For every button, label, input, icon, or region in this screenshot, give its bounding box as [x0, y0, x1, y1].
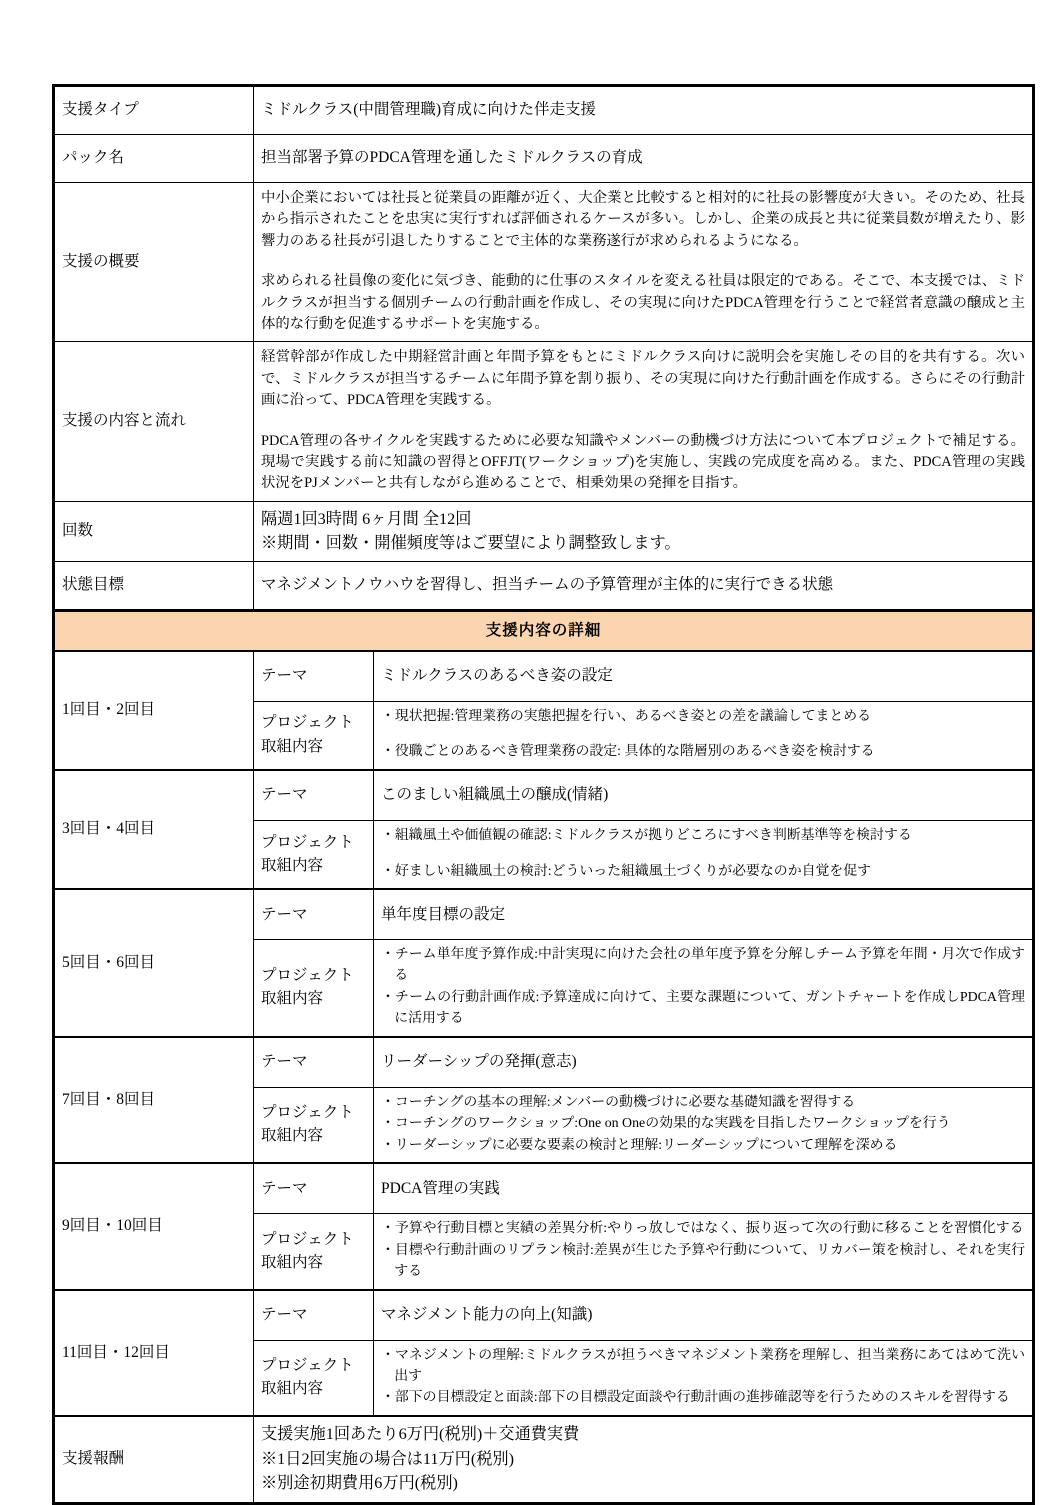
session-bullets-cell: [374, 1340, 1034, 1416]
session-bullets-cell: [374, 940, 1034, 1037]
subhead-project-content-line2: 取組内容: [261, 1127, 324, 1145]
session-bullet: ・予算や行動目標と実績の差異分析:やりっ放しではなく、振り返って次の行動に移ることを習慣化する: [381, 1221, 1024, 1237]
subhead-theme: テーマ: [254, 1290, 374, 1341]
session-bullets-cell: [374, 1214, 1034, 1290]
subhead-project-content-line1: プロジェクト: [261, 1356, 354, 1374]
overview-paragraph-1: 中小企業においては社長と従業員の距離が近く、大企業と比較すると相対的に社長の影響度が大きい。そのため、社長から指示されたことを忠実に実行すれば評価されるケースが多い。しかし、企業の成長と共に従業員数が増えたり、影響力のある社長が引退したりすることで主体的な業務遂行が求められるようになる。: [261, 190, 1025, 249]
session-bullet: ・役職ごとのあるべき管理業務の設定: 具体的な階層別のあるべき姿を検討する: [381, 744, 875, 760]
session-theme: マネジメント能力の向上(知識): [374, 1290, 1034, 1341]
table-row-session-count: [54, 501, 1034, 562]
session-bullet-list: [381, 1093, 1025, 1157]
session-label: 3回目・4回目: [54, 770, 254, 889]
session-label: 7回目・8回目: [54, 1037, 254, 1164]
session-theme-row: [54, 1163, 1034, 1214]
table-row-fee: [54, 1416, 1034, 1503]
row-value-session-count: [254, 501, 1034, 562]
subhead-project-content-line2: 取組内容: [261, 1380, 324, 1398]
session-bullet: ・コーチングのワークショップ:One on Oneの効果的な実践を目指したワークショップを行う: [381, 1116, 951, 1132]
subhead-theme: テーマ: [254, 651, 374, 702]
subhead-project-content: [254, 1214, 374, 1290]
session-theme: ミドルクラスのあるべき姿の設定: [374, 651, 1034, 702]
row-value-fee: [254, 1416, 1034, 1503]
row-label-flow: 支援の内容と流れ: [54, 342, 254, 501]
support-program-table: [52, 84, 1035, 1505]
row-value-flow: [254, 342, 1034, 501]
table-body: [54, 86, 1034, 1504]
subhead-project-content-line1: プロジェクト: [261, 833, 354, 851]
row-label-support-type: 支援タイプ: [54, 86, 254, 135]
fee-line-2: ※1日2回実施の場合は11万円(税別): [261, 1449, 514, 1468]
session-bullet: ・目標や行動計画のリプラン検討:差異が生じた予算や行動について、リカバー策を検討し、それを実行する: [381, 1243, 1025, 1279]
subhead-project-content-line1: プロジェクト: [261, 714, 354, 732]
row-value-pack-name: 担当部署予算のPDCA管理を通したミドルクラスの育成: [254, 135, 1034, 183]
section-banner-label: 支援内容の詳細: [54, 611, 1034, 651]
session-bullet: ・組織風土や価値観の確認:ミドルクラスが拠りどころにすべき判断基準等を検討する: [381, 828, 912, 844]
session-label: 5回目・6回目: [54, 889, 254, 1036]
session-theme: このましい組織風土の醸成(情緒): [374, 770, 1034, 821]
subhead-project-content: [254, 940, 374, 1037]
session-bullets-cell: [374, 701, 1034, 770]
row-label-pack-name: パック名: [54, 135, 254, 183]
session-bullet: ・マネジメントの理解:ミドルクラスが担うべきマネジメント業務を理解し、担当業務にあてはめて洗い出す: [381, 1347, 1025, 1384]
flow-paragraph-1: 経営幹部が作成した中期経営計画と年間予算をもとにミドルクラス向けに説明会を実施しその目的を共有する。次いで、ミドルクラスが担当するチームに年間予算を割り振り、その実現に向けた行動計画を作成する。さらにその行動計画に沿って、PDCA管理を実践する。: [261, 349, 1025, 408]
row-label-fee: 支援報酬: [54, 1416, 254, 1503]
session-bullets-cell: [374, 821, 1034, 890]
subhead-project-content-line1: プロジェクト: [261, 1103, 354, 1121]
session-bullet: ・チーム単年度予算作成:中計実現に向けた会社の単年度予算を分解しチーム予算を年間・月次で作成する: [381, 947, 1025, 984]
session-label: 9回目・10回目: [54, 1163, 254, 1289]
overview-paragraph-2: 求められる社員像の変化に気づき、能動的に仕事のスタイルを変える社員は限定的である。そこで、本支援では、ミドルクラスが担当する個別チームの行動計画を作成し、その実現に向けたPDCA管理を行うことで経営者意識の醸成と主体的な行動を促進するサポートを実施する。: [261, 273, 1025, 332]
session-bullet: ・部下の目標設定と面談:部下の目標設定面談や行動計画の進捗確認等を行うためのスキルを習得する: [381, 1390, 1010, 1406]
session-bullet: ・現状把握:管理業務の実態把握を行い、あるべき姿との差を議論してまとめる: [381, 708, 872, 724]
session-theme-row: [54, 1290, 1034, 1341]
session-theme-row: [54, 1037, 1034, 1088]
session-bullet-list: [381, 945, 1025, 1029]
subhead-project-content-line2: 取組内容: [261, 1254, 324, 1272]
subhead-project-content-line2: 取組内容: [261, 737, 324, 755]
session-bullet: ・リーダーシップに必要な要素の検討と理解:リーダーシップについて理解を深める: [381, 1137, 898, 1153]
row-value-overview: [254, 183, 1034, 342]
subhead-theme: テーマ: [254, 1163, 374, 1214]
session-count-line-1: 隔週1回3時間 6ヶ月間 全12回: [261, 509, 472, 528]
row-label-overview: 支援の概要: [54, 183, 254, 342]
table-row-overview: [54, 183, 1034, 342]
session-bullet: ・好ましい組織風土の検討:どういった組織風土づくりが必要なのか自覚を促す: [381, 863, 872, 879]
fee-line-3: ※別途初期費用6万円(税別): [261, 1474, 458, 1493]
row-label-session-count: 回数: [54, 501, 254, 562]
table-row-support-type: [54, 86, 1034, 135]
flow-paragraph-2: PDCA管理の各サイクルを実践するために必要な知識やメンバーの動機づけ方法について本プロジェクトで補足する。現場で実践する前に知識の習得とOFFJT(ワークショップ)を実施し、実践の完成度を高める。また、PDCA管理の実践状況をPJメンバーと共有しながら進めることで、相乗効果の発揮を目指す。: [261, 432, 1025, 492]
row-label-state-goal: 状態目標: [54, 562, 254, 611]
session-bullet: ・チームの行動計画作成:予算達成に向けて、主要な課題について、ガントチャートを作成しPDCA管理に活用する: [381, 989, 1025, 1026]
session-theme: PDCA管理の実践: [374, 1163, 1034, 1214]
session-bullets-cell: [374, 1087, 1034, 1163]
session-bullet: ・コーチングの基本の理解:メンバーの動機づけに必要な基礎知識を習得する: [381, 1094, 856, 1110]
session-label: 11回目・12回目: [54, 1290, 254, 1416]
subhead-project-content: [254, 1340, 374, 1416]
session-theme-row: [54, 889, 1034, 940]
section-banner: [54, 611, 1034, 651]
subhead-project-content-line2: 取組内容: [261, 990, 324, 1008]
table-row-pack-name: [54, 135, 1034, 183]
subhead-theme: テーマ: [254, 770, 374, 821]
subhead-project-content: [254, 821, 374, 890]
subhead-theme: テーマ: [254, 1037, 374, 1088]
row-value-state-goal: マネジメントノウハウを習得し、担当チームの予算管理が主体的に実行できる状態: [254, 562, 1034, 611]
session-label: 1回目・2回目: [54, 651, 254, 770]
table-row-flow: [54, 342, 1034, 501]
session-bullet-list: [381, 1219, 1025, 1282]
session-theme: 単年度目標の設定: [374, 889, 1034, 940]
session-bullet-list: [381, 1346, 1025, 1409]
subhead-theme: テーマ: [254, 889, 374, 940]
subhead-project-content: [254, 701, 374, 770]
subhead-project-content: [254, 1087, 374, 1163]
session-theme-row: [54, 770, 1034, 821]
subhead-project-content-line2: 取組内容: [261, 857, 324, 875]
row-value-support-type: ミドルクラス(中間管理職)育成に向けた伴走支援: [254, 86, 1034, 135]
session-bullet-list: [381, 826, 1025, 882]
session-bullet-list: [381, 707, 1025, 763]
session-theme-row: [54, 651, 1034, 702]
session-theme: リーダーシップの発揮(意志): [374, 1037, 1034, 1088]
fee-line-1: 支援実施1回あたり6万円(税別)＋交通費実費: [261, 1425, 580, 1443]
table-row-state-goal: [54, 562, 1034, 611]
subhead-project-content-line1: プロジェクト: [261, 966, 354, 984]
session-count-line-2: ※期間・回数・開催頻度等はご要望により調整致します。: [261, 533, 681, 552]
subhead-project-content-line1: プロジェクト: [261, 1230, 354, 1248]
